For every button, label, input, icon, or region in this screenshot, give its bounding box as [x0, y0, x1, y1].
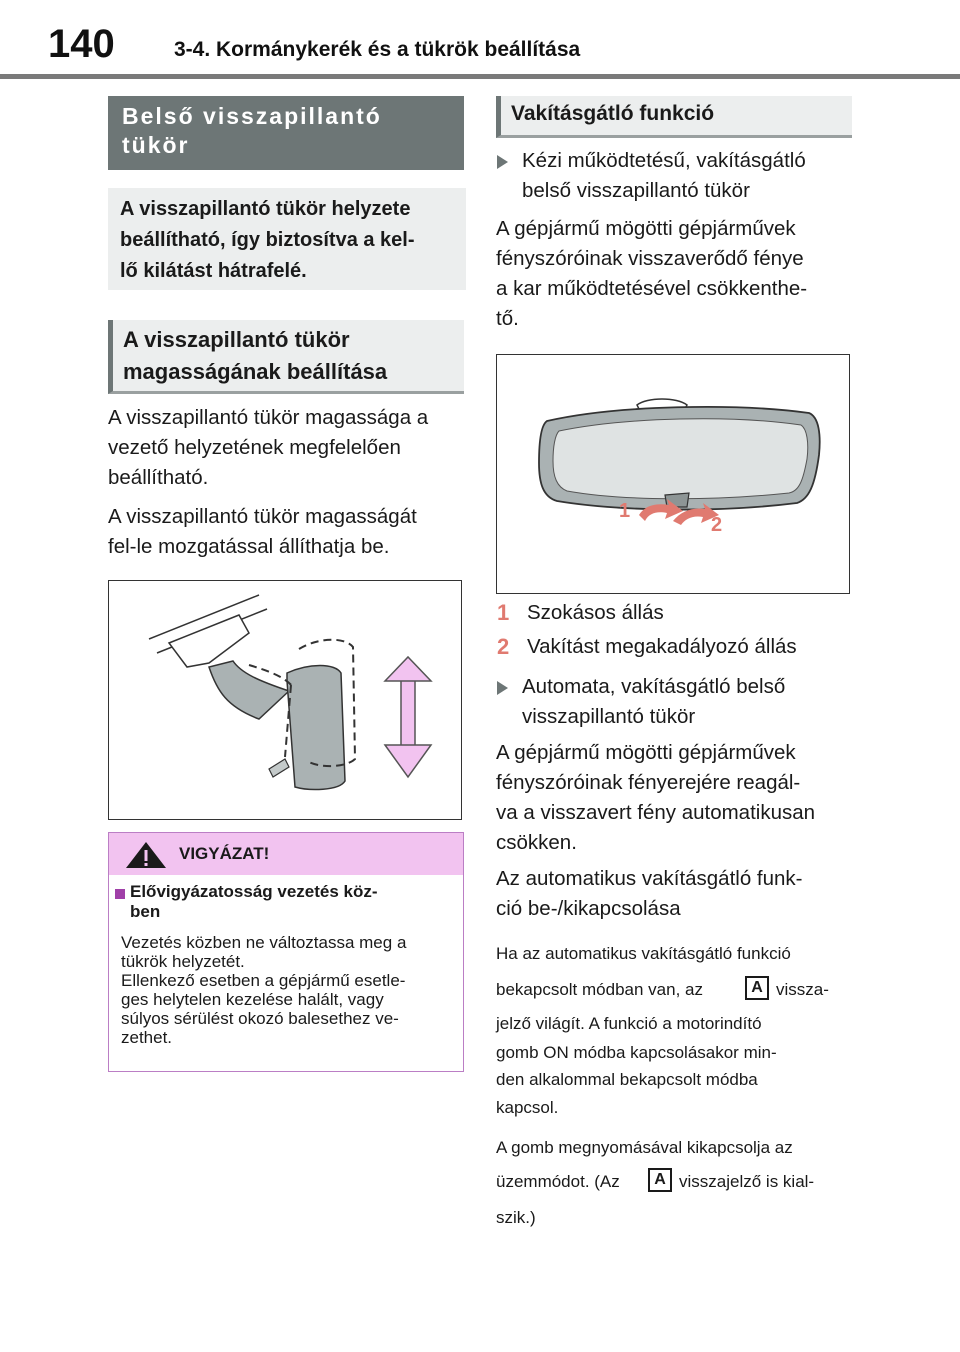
subsection-title-line: magasságának beállítása: [123, 359, 388, 384]
paragraph-line: fényszóróinak visszaverődő fénye: [496, 247, 804, 270]
paragraph-line: fel-le mozgatással állíthatja be.: [108, 535, 390, 558]
auto-toggle-heading: [496, 864, 856, 924]
small-note-line: A gomb megnyomásával kikapcsolja az: [496, 1138, 793, 1157]
paragraph-line: va a visszavert fény automatikusan: [496, 801, 816, 824]
bullet-line: visszapillantó tükör: [522, 705, 696, 728]
small-note-line: szik.): [496, 1208, 536, 1227]
intro-box: [108, 188, 466, 290]
warning-body: [121, 933, 457, 1047]
paragraph-line: A visszapillantó tükör magassága a: [108, 406, 429, 429]
small-note-line: kapcsol.: [496, 1098, 559, 1117]
auto-paragraph: [496, 738, 866, 858]
paragraph-line: fényszóróinak fényerejére reagál-: [496, 771, 801, 794]
small-note-line: Ha az automatikus vakításgátló funkció: [496, 944, 791, 963]
section-title-antiglare: [496, 96, 852, 138]
paragraph-line: A gépjármű mögötti gépjárművek: [496, 741, 796, 764]
warning-subtitle: [130, 882, 450, 922]
item-text-1: Szokásos állás: [527, 601, 664, 624]
small-note-line: den alkalommal bekapcsolt módba: [496, 1070, 758, 1089]
subsection-title-height: [108, 320, 464, 394]
paragraph-line: A visszapillantó tükör magasságát: [108, 505, 417, 528]
manual-paragraph: [496, 214, 856, 334]
paragraph-line: Az automatikus vakításgátló funk-: [496, 867, 803, 890]
small-note-line: bekapcsolt módban van, az: [496, 980, 703, 999]
warning-label: VIGYÁZAT!: [179, 844, 270, 863]
mirror-height-illustration: [108, 580, 462, 820]
paragraph-line: a kar működtetésével csökkenthe-: [496, 277, 808, 300]
warning-body-line: tükrök helyzetét.: [121, 952, 245, 971]
intro-line: lő kilátást hátrafelé.: [120, 260, 307, 282]
antiglare-lever-drawing: [497, 355, 849, 593]
subsection-title-line: A visszapillantó tükör: [123, 327, 350, 352]
warning-subtitle-line: ben: [130, 902, 161, 921]
warning-triangle-icon: [125, 841, 167, 869]
height-paragraph-1: [108, 403, 468, 493]
bullet-line: Kézi működtetésű, vakításgátló: [522, 149, 806, 172]
item-text-2: Vakítást megakadályozó állás: [527, 635, 797, 658]
paragraph-line: csökken.: [496, 831, 577, 854]
paragraph-line: beállítható.: [108, 466, 209, 489]
header-rule: [0, 74, 960, 79]
warning-header: [109, 833, 463, 875]
warning-square-icon: [115, 889, 125, 899]
paragraph-line: vezető helyzetének megfelelően: [108, 436, 401, 459]
section-title-inner-mirror: [108, 96, 464, 170]
item-number-1: 1: [497, 600, 510, 625]
small-note-line: gomb ON módba kapcsolásakor min-: [496, 1043, 777, 1062]
intro-line: A visszapillantó tükör helyzete: [120, 198, 411, 220]
warning-body-line: Ellenkező esetben a gépjármű esetle-: [121, 971, 406, 990]
warning-subtitle-line: Elővigyázatosság vezetés köz-: [130, 882, 378, 901]
indicator-a-icon: A: [648, 1168, 672, 1192]
bullet-auto-mirror: [522, 672, 852, 732]
mirror-height-drawing: [109, 581, 461, 819]
antiglare-lever-illustration: [496, 354, 850, 594]
height-paragraph-2: [108, 502, 468, 562]
chapter-title: 3-4. Kormánykerék és a tükrök beállítása: [174, 38, 581, 61]
section-title-line: Belső visszapillantó: [122, 103, 382, 129]
indicator-a-icon: A: [745, 976, 769, 1000]
small-note-line: üzemmódot. (Az: [496, 1172, 620, 1191]
warning-body-line: Vezetés közben ne változtassa meg a: [121, 933, 407, 952]
paragraph-line: tő.: [496, 307, 519, 330]
section-title-line: tükör: [122, 132, 190, 158]
intro-line: beállítható, így biztosítva a kel-: [120, 229, 415, 251]
warning-body-line: zethet.: [121, 1028, 173, 1047]
section-title-text: Vakításgátló funkció: [511, 102, 715, 125]
paragraph-line: A gépjármű mögötti gépjárművek: [496, 217, 796, 240]
figure-label-1: 1: [619, 500, 631, 522]
bullet-triangle-icon: [497, 681, 508, 695]
small-note-line: vissza-: [776, 980, 829, 999]
small-note-line: jelző világít. A funkció a motorindító: [496, 1014, 762, 1033]
page-number: 140: [48, 22, 115, 66]
warning-body-line: súlyos sérülést okozó balesethez ve-: [121, 1009, 399, 1028]
paragraph-line: ció be-/kikapcsolása: [496, 897, 681, 920]
warning-body-line: ges helytelen kezelése halált, vagy: [121, 990, 384, 1009]
figure-label-2: 2: [711, 514, 723, 536]
small-note-line: visszajelző is kial-: [679, 1172, 815, 1191]
bullet-manual-mirror: [522, 146, 852, 206]
warning-box: [108, 832, 464, 1072]
item-number-2: 2: [497, 634, 510, 659]
bullet-triangle-icon: [497, 155, 508, 169]
bullet-line: Automata, vakításgátló belső: [522, 675, 786, 698]
bullet-line: belső visszapillantó tükör: [522, 179, 750, 202]
